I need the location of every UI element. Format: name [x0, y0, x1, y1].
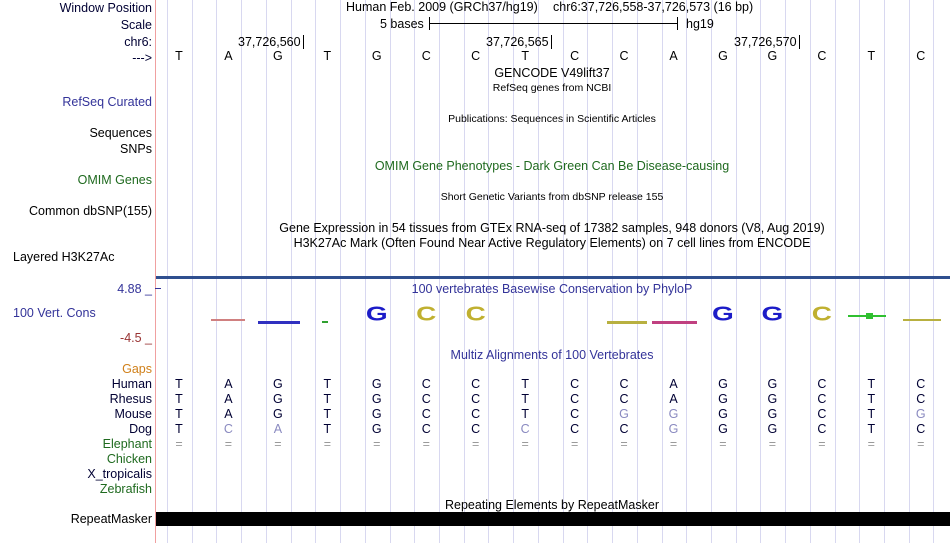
alignment-base: G	[619, 407, 629, 421]
alignment-base: G	[767, 377, 778, 391]
reference-base: C	[471, 49, 481, 63]
species-label-dog: Dog	[129, 422, 152, 436]
alignment-base: G	[718, 377, 728, 391]
alignment-base: =	[472, 437, 480, 451]
grid-line	[464, 0, 465, 543]
reference-base: T	[867, 49, 876, 63]
grid-line	[736, 0, 737, 543]
reference-base: C	[916, 49, 926, 63]
alignment-base: T	[867, 377, 876, 391]
species-label-zebrafish: Zebrafish	[99, 482, 152, 496]
alignment-base: G	[371, 377, 382, 391]
alignment-base: T	[521, 377, 529, 391]
alignment-base: C	[421, 392, 431, 406]
grid-line	[390, 0, 391, 543]
strand-label[interactable]: --->	[132, 51, 152, 65]
gaps-label: Gaps	[122, 362, 152, 376]
alignment-base: C	[916, 392, 926, 406]
grid-line	[612, 0, 613, 543]
alignment-base: T	[175, 422, 183, 436]
alignment-base: G	[767, 392, 778, 406]
alignment-base: G	[371, 392, 382, 406]
alignment-base: T	[175, 377, 183, 391]
alignment-base: A	[224, 377, 233, 391]
grid-line	[488, 0, 489, 543]
snps-track-label[interactable]: SNPs	[120, 142, 152, 156]
conservation-logo-letter: C	[416, 302, 437, 325]
scale-bar-left-cap	[429, 17, 430, 30]
alignment-base: G	[273, 407, 283, 421]
alignment-base: =	[818, 437, 826, 451]
alignment-base: G	[273, 392, 283, 406]
alignment-base: C	[471, 422, 481, 436]
alignment-base: T	[323, 392, 332, 406]
reference-base: G	[718, 49, 728, 63]
repeatmasker-track-label[interactable]: RepeatMasker	[70, 512, 152, 526]
alignment-base: C	[619, 422, 629, 436]
reference-base: T	[323, 49, 332, 63]
alignment-base: T	[867, 407, 876, 421]
refseq-track-label[interactable]: RefSeq Curated	[62, 95, 152, 109]
alignment-base: T	[323, 377, 332, 391]
alignment-base: T	[867, 422, 876, 436]
coord-tick	[551, 35, 552, 49]
reference-base: C	[421, 49, 431, 63]
alignment-base: G	[718, 407, 728, 421]
alignment-base: =	[917, 437, 925, 451]
alignment-base: =	[224, 437, 233, 451]
alignment-base: C	[223, 422, 233, 436]
alignment-base: G	[718, 422, 728, 436]
label-separator	[155, 0, 156, 543]
coord-tick-label: 37,726,565	[486, 35, 549, 49]
alignment-base: G	[668, 407, 679, 421]
alignment-base: =	[323, 437, 331, 451]
alignment-base: C	[817, 392, 827, 406]
reference-base: G	[273, 49, 283, 63]
species-label-elephant: Elephant	[102, 437, 152, 451]
grid-line	[785, 0, 786, 543]
window-position-label: Window Position	[59, 1, 152, 15]
alignment-base: G	[915, 407, 926, 421]
grid-line	[291, 0, 292, 543]
dbsnp-track-title: Short Genetic Variants from dbSNP release 155	[440, 191, 664, 203]
alignment-base: =	[521, 437, 529, 451]
alignment-base: C	[570, 422, 580, 436]
alignment-base: T	[867, 392, 876, 406]
alignment-base: C	[471, 377, 481, 391]
reference-base: G	[371, 49, 382, 63]
reference-base: T	[175, 49, 183, 63]
track-group-divider	[156, 276, 950, 279]
alignment-base: C	[570, 392, 580, 406]
phylop-min-label: -4.5 _	[120, 331, 152, 345]
grid-line	[266, 0, 267, 543]
phylop-mark	[866, 313, 873, 319]
alignment-base: C	[570, 407, 580, 421]
alignment-base: C	[916, 422, 926, 436]
alignment-base: A	[224, 407, 233, 421]
phylop-track-label[interactable]: 100 Vert. Cons	[13, 306, 96, 320]
grid-line	[637, 0, 638, 543]
conservation-logo-letter: G	[712, 302, 734, 325]
assembly-title: Human Feb. 2009 (GRCh37/hg19)	[346, 0, 538, 14]
phylop-top-line	[155, 288, 161, 289]
phylop-mark	[322, 321, 328, 323]
alignment-base: C	[421, 422, 431, 436]
gtex-track-title: Gene Expression in 54 tissues from GTEx RNA-seq of 17382 samples, 948 donors (V8, Aug 2019)	[279, 221, 825, 235]
conservation-logo-letter: G	[761, 302, 784, 325]
grid-line	[241, 0, 242, 543]
alignment-base: C	[421, 377, 431, 391]
alignment-base: C	[421, 407, 431, 421]
reference-base: A	[224, 49, 233, 63]
track-label-panel	[0, 0, 155, 543]
reference-base: G	[767, 49, 778, 63]
grid-line	[810, 0, 811, 543]
alignment-base: C	[916, 377, 926, 391]
alignment-base: T	[521, 392, 529, 406]
alignment-base: T	[323, 407, 332, 421]
alignment-base: G	[371, 422, 382, 436]
reference-base: T	[521, 49, 529, 63]
grid-line	[933, 0, 934, 543]
gencode-track-title: GENCODE V49lift37	[494, 66, 610, 80]
alignment-base: =	[768, 437, 777, 451]
reference-base: A	[669, 49, 678, 63]
alignment-base: G	[273, 377, 283, 391]
alignment-base: =	[867, 437, 875, 451]
grid-line	[884, 0, 885, 543]
alignment-base: G	[371, 407, 382, 421]
grid-line	[686, 0, 687, 543]
alignment-base: T	[521, 407, 529, 421]
phylop-max-label: 4.88 _	[117, 282, 152, 296]
phylop-mark	[903, 319, 941, 321]
alignment-base: T	[175, 392, 183, 406]
omim-track-label[interactable]: OMIM Genes	[77, 173, 152, 187]
grid-line	[365, 0, 366, 543]
species-label-human: Human	[111, 377, 152, 391]
repeatmasker-track-title: Repeating Elements by RepeatMasker	[444, 498, 660, 512]
grid-line	[439, 0, 440, 543]
scale-bar	[430, 23, 678, 24]
alignment-base: C	[817, 377, 827, 391]
phylop-mark	[607, 321, 647, 324]
grid-line	[167, 0, 168, 543]
conservation-logo-letter: C	[465, 302, 486, 325]
coord-tick	[303, 35, 304, 49]
phylop-mark	[258, 321, 300, 324]
grid-line	[835, 0, 836, 543]
alignment-base: A	[669, 392, 678, 406]
alignment-base: C	[520, 422, 530, 436]
alignment-base: A	[669, 377, 678, 391]
alignment-base: C	[817, 407, 827, 421]
alignment-base: G	[767, 407, 778, 421]
grid-line	[909, 0, 910, 543]
alignment-base: C	[817, 422, 827, 436]
grid-line	[340, 0, 341, 543]
alignment-base: T	[175, 407, 183, 421]
alignment-base: A	[273, 422, 283, 436]
h3k27-track-label[interactable]: Layered H3K27Ac	[13, 250, 115, 264]
refseq-track-subtitle: RefSeq genes from NCBI	[492, 82, 612, 94]
conservation-logo-letter: C	[811, 302, 832, 325]
alignment-base: =	[175, 437, 183, 451]
alignment-base: =	[570, 437, 579, 451]
species-label-x_tropicalis: X_tropicalis	[87, 467, 152, 481]
alignment-base: C	[570, 377, 580, 391]
alignment-base: =	[274, 437, 282, 451]
repeatmasker-element-bar[interactable]	[156, 512, 950, 526]
position-text: chr6:37,726,558-37,726,573 (16 bp)	[553, 0, 754, 14]
publications-track-title: Publications: Sequences in Scientific Articles	[448, 113, 656, 125]
coord-tick-label: 37,726,560	[238, 35, 301, 49]
grid-line	[711, 0, 712, 543]
alignment-base: =	[620, 437, 628, 451]
alignment-base: G	[767, 422, 778, 436]
alignment-base: =	[422, 437, 430, 451]
multiz-track-title: Multiz Alignments of 100 Vertebrates	[450, 348, 654, 362]
species-label-chicken: Chicken	[106, 452, 152, 466]
alignment-base: G	[718, 392, 728, 406]
alignment-base: C	[471, 407, 481, 421]
h3k27-track-title: H3K27Ac Mark (Often Found Near Active Regulatory Elements) on 7 cell lines from ENCODE	[293, 236, 811, 250]
phylop-mark	[652, 321, 697, 324]
phylop-track-title: 100 vertebrates Basewise Conservation by PhyloP	[411, 282, 693, 296]
dbsnp-track-label[interactable]: Common dbSNP(155)	[29, 204, 152, 218]
scale-bar-right-cap	[677, 17, 678, 30]
grid-line	[315, 0, 316, 543]
phylop-mark	[211, 319, 245, 321]
alignment-base: C	[471, 392, 481, 406]
alignment-base: C	[619, 392, 629, 406]
alignment-base: =	[719, 437, 727, 451]
conservation-logo-letter: G	[365, 302, 388, 325]
alignment-base: =	[373, 437, 381, 451]
alignment-base: A	[224, 392, 233, 406]
grid-line	[760, 0, 761, 543]
grid-line	[662, 0, 663, 543]
alignment-base: T	[323, 422, 332, 436]
reference-base: C	[817, 49, 827, 63]
chrom-label: chr6:	[124, 35, 152, 49]
scale-db: hg19	[686, 17, 714, 31]
grid-line	[192, 0, 193, 543]
scale-label: Scale	[120, 18, 152, 32]
grid-line	[414, 0, 415, 543]
sequences-track-label[interactable]: Sequences	[89, 126, 152, 140]
grid-line	[859, 0, 860, 543]
reference-base: C	[570, 49, 580, 63]
reference-base: C	[619, 49, 629, 63]
scale-text: 5 bases	[380, 17, 424, 31]
coord-tick-label: 37,726,570	[734, 35, 797, 49]
alignment-base: =	[669, 437, 678, 451]
grid-line	[216, 0, 217, 543]
omim-track-title: OMIM Gene Phenotypes - Dark Green Can Be Disease-causing	[374, 159, 730, 173]
species-label-mouse: Mouse	[114, 407, 152, 421]
alignment-base: C	[619, 377, 629, 391]
alignment-base: G	[668, 422, 679, 436]
coord-tick	[799, 35, 800, 49]
species-label-rhesus: Rhesus	[109, 392, 152, 406]
